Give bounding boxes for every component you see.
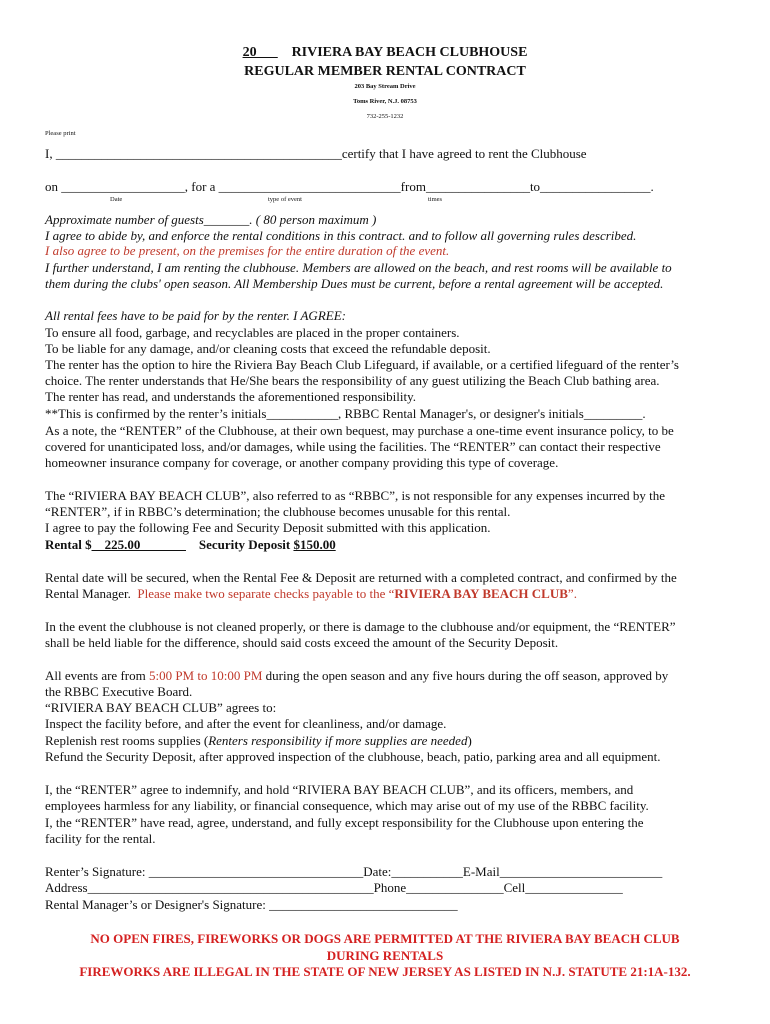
year-field: 20___ bbox=[242, 45, 278, 60]
refund-line: Refund the Security Deposit, after approved inspection of the clubhouse, beach, patio, parking area and all equipment. bbox=[45, 749, 661, 764]
fees-line: All rental fees have to be paid for by the renter. I AGREE: bbox=[45, 308, 346, 323]
secured-manager: Rental Manager. bbox=[45, 586, 131, 601]
clean-line-2: shall be held liable for the difference, should said costs exceed the amount of the Security Deposit. bbox=[45, 635, 559, 650]
read-line: The renter has read, and understands the aforementioned responsibility. bbox=[45, 389, 416, 404]
contract-title: REGULAR MEMBER RENTAL CONTRACT bbox=[244, 64, 526, 79]
accept-line-2: facility for the rental. bbox=[45, 831, 156, 846]
title-line-1 bbox=[0, 44, 770, 61]
pay-line: I agree to pay the following Fee and Security Deposit submitted with this application. bbox=[45, 520, 491, 535]
date-event-times-line[interactable]: on ___________________, for a ____________________________from________________to_________________. bbox=[45, 179, 654, 194]
lifeguard-line-2: choice. The renter understands that He/She bears the responsibility of any guest utilizing the Beach Club bathing area. bbox=[45, 373, 660, 388]
insurance-line-1: As a note, the “RENTER” of the Clubhouse, at their own bequest, may purchase a one-time event insurance policy, to be bbox=[45, 423, 674, 438]
replenish-suffix: ) bbox=[467, 733, 472, 748]
event-hours: 5:00 PM to 10:00 PM bbox=[148, 668, 263, 683]
food-line: To ensure all food, garbage, and recyclables are placed in the proper containers. bbox=[45, 325, 460, 340]
replenish-note: Renters responsibility if more supplies are needed bbox=[208, 733, 468, 748]
events-line-2: the RBBC Executive Board. bbox=[45, 684, 193, 699]
address-street: 203 Bay Stream Drive bbox=[354, 83, 416, 90]
indemnify-line-2: employees harmless for any liability, or financial consequence, which may arise out of my use of the RBBC facility. bbox=[45, 798, 649, 813]
secured-line-1: Rental date will be secured, when the Rental Fee & Deposit are returned with a completed contract, and confirmed by the bbox=[45, 570, 677, 585]
rental-fee-label: Rental $ bbox=[45, 537, 92, 552]
club-phone: 732-255-1232 bbox=[366, 113, 404, 120]
rental-fee-value: __225.00_______ bbox=[91, 537, 186, 552]
clubhouse-title: RIVIERA BAY BEACH CLUBHOUSE bbox=[291, 45, 528, 60]
deposit-label: Security Deposit bbox=[198, 537, 291, 552]
checks-note: Please make two separate checks payable to the “ bbox=[137, 586, 395, 601]
checks-note-end: ”. bbox=[567, 586, 577, 601]
clean-line-1: In the event the clubhouse is not cleaned properly, or there is damage to the clubhouse and/or equipment, the “RENTER” bbox=[45, 619, 676, 634]
understand-line-2: them during the clubs' open season. All Membership Dues must be current, before a rental agreement will be accepted. bbox=[45, 276, 664, 291]
times-label: times bbox=[428, 196, 443, 203]
replenish-prefix: Replenish rest rooms supplies ( bbox=[45, 733, 209, 748]
rbbc-line-1: The “RIVIERA BAY BEACH CLUB”, also referred to as “RBBC”, is not responsible for any expenses incurred by the bbox=[45, 488, 666, 503]
renter-signature-line[interactable]: Renter’s Signature: _________________________________Date:___________E-Mail_________________________ bbox=[45, 864, 663, 879]
payee-name: RIVIERA BAY BEACH CLUB bbox=[394, 586, 568, 601]
initials-line[interactable]: **This is confirmed by the renter’s initials___________, RBBC Rental Manager's, or designer's initials_________. bbox=[45, 406, 646, 421]
indemnify-line-1: I, the “RENTER” agree to indemnify, and hold “RIVIERA BAY BEACH CLUB”, and its officers, members, and bbox=[45, 782, 634, 797]
warning-line-2: DURING RENTALS bbox=[326, 948, 444, 963]
please-print-note: Please print bbox=[45, 130, 76, 137]
manager-signature-line[interactable]: Rental Manager’s or Designer's Signature: _____________________________ bbox=[45, 897, 458, 912]
rbbc-line-2: “RENTER”, if in RBBC’s determination; the clubhouse becomes unusable for this rental. bbox=[45, 504, 511, 519]
replenish-line bbox=[45, 733, 472, 749]
warning-line-3: FIREWORKS ARE ILLEGAL IN THE STATE OF NEW JERSEY AS LISTED IN N.J. STATUTE 21:1A-132. bbox=[79, 964, 691, 979]
insurance-line-3: homeowner insurance company for coverage, or another company providing this type of coverage. bbox=[45, 455, 559, 470]
deposit-value: $150.00 bbox=[293, 537, 336, 552]
events-line-1 bbox=[45, 668, 668, 684]
liable-line: To be liable for any damage, and/or cleaning costs that exceed the refundable deposit. bbox=[45, 341, 491, 356]
guest-count-line: Approximate number of guests_______. ( 80 person maximum ) bbox=[45, 212, 377, 227]
lifeguard-line-1: The renter has the option to hire the Riviera Bay Beach Club Lifeguard, if available, or a certified lifeguard of the renter’s bbox=[45, 357, 679, 372]
events-suffix: during the open season and any five hours during the off season, approved by bbox=[262, 668, 669, 683]
secured-line-2 bbox=[45, 586, 577, 602]
date-label: Date bbox=[110, 196, 123, 203]
understand-line-1: I further understand, I am renting the clubhouse. Members are allowed on the beach, and rest rooms will be available to bbox=[45, 260, 672, 275]
address-phone-line[interactable]: Address____________________________________________Phone_______________Cell_______________ bbox=[45, 880, 623, 895]
inspect-line: Inspect the facility before, and after the event for cleanliness, and/or damage. bbox=[45, 716, 447, 731]
renter-name-line[interactable]: I, ____________________________________________certify that I have agreed to rent the Clubhouse bbox=[45, 146, 587, 161]
fee-line bbox=[45, 537, 336, 553]
insurance-line-2: covered for unanticipated loss, and/or damages, while using the facilities. The “RENTER” can contact their respective bbox=[45, 439, 661, 454]
events-prefix: All events are from bbox=[45, 668, 149, 683]
warning-line-1: NO OPEN FIRES, FIREWORKS OR DOGS ARE PERMITTED AT THE RIVIERA BAY BEACH CLUB bbox=[90, 931, 680, 946]
abide-line: I agree to abide by, and enforce the rental conditions in this contract. and to follow all governing rules described. bbox=[45, 228, 637, 243]
club-agrees-line: “RIVIERA BAY BEACH CLUB” agrees to: bbox=[45, 700, 277, 715]
presence-line: I also agree to be present, on the premises for the entire duration of the event. bbox=[45, 243, 450, 258]
accept-line-1: I, the “RENTER” have read, agree, understand, and fully except responsibility for the Clubhouse upon entering the bbox=[45, 815, 644, 830]
event-type-label: type of event bbox=[268, 196, 302, 203]
address-city: Toms River, N.J. 08753 bbox=[353, 98, 417, 105]
